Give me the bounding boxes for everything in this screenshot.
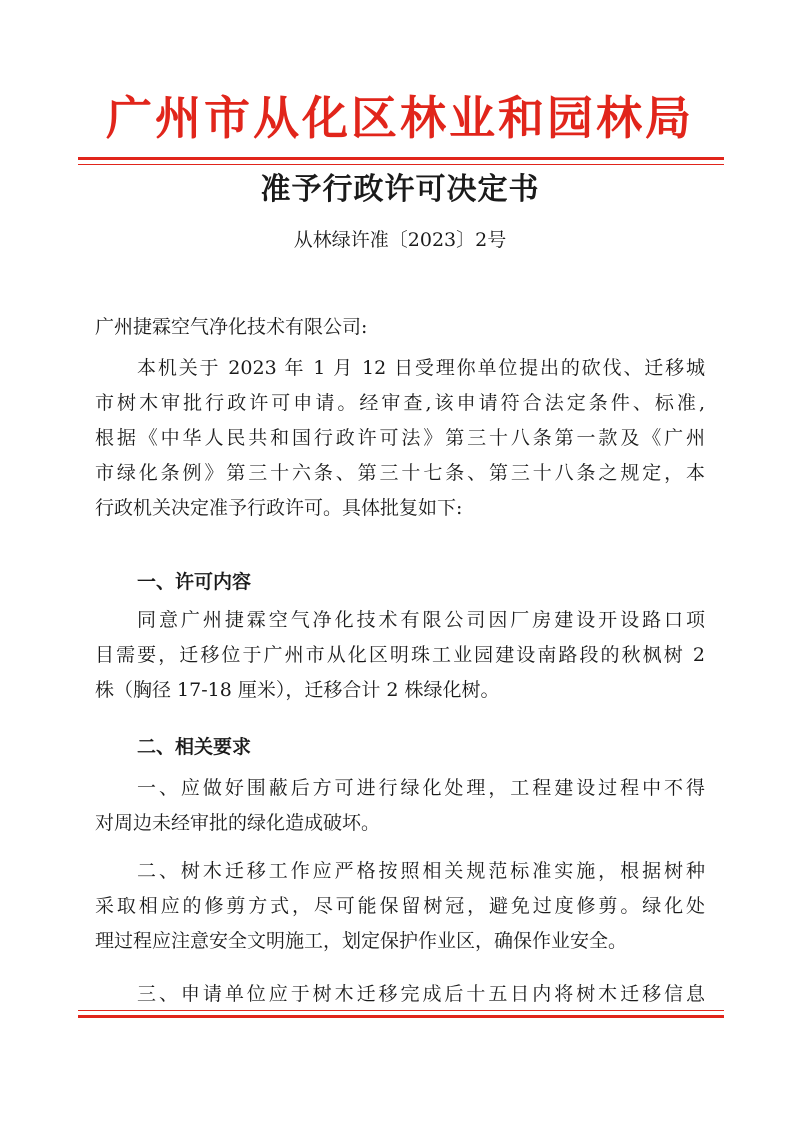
- intro-line: 本机关于 2023 年 1 月 12 日受理你单位提出的砍伐、迁移城: [137, 357, 705, 379]
- requirement-item-1: [95, 771, 705, 841]
- permit-line: 同意广州捷霖空气净化技术有限公司因厂房建设开设路口项: [137, 609, 705, 631]
- permit-line: 目需要，迁移位于广州市从化区明珠工业园建设南路段的秋枫树 2: [95, 644, 705, 666]
- intro-line: 市绿化条例》第三十六条、第三十七条、第三十八条之规定，本: [95, 462, 705, 484]
- requirement-line: 二、树木迁移工作应严格按照相关规范标准实施，根据树种: [137, 860, 705, 882]
- requirement-item-2: [95, 854, 705, 959]
- agency-header: 广州市从化区林业和园林局: [106, 91, 694, 145]
- document-number: 从林绿许准〔2023〕2号: [293, 229, 507, 251]
- header-divider-thick: [78, 157, 724, 160]
- intro-line: 行政机关决定准予行政许可。具体批复如下:: [95, 497, 463, 519]
- requirement-item-3: [95, 977, 705, 1012]
- addressee: 广州捷霖空气净化技术有限公司:: [95, 316, 368, 338]
- intro-paragraph: [95, 351, 705, 526]
- document-title: 准予行政许可决定书: [260, 172, 540, 207]
- footer-divider-thin: [78, 1010, 724, 1011]
- requirement-line: 一、应做好围蔽后方可进行绿化处理，工程建设过程中不得: [137, 777, 705, 799]
- intro-line: 根据《中华人民共和国行政许可法》第三十八条第一款及《广州: [95, 427, 705, 449]
- footer-divider-thick: [78, 1015, 724, 1018]
- requirement-line: 三、申请单位应于树木迁移完成后十五日内将树木迁移信息: [137, 983, 705, 1005]
- section-heading-permit-content: 一、许可内容: [137, 571, 252, 593]
- permit-content-paragraph: [95, 603, 705, 708]
- permit-line: 株（胸径 17-18 厘米），迁移合计 2 株绿化树。: [95, 679, 500, 701]
- requirement-line: 对周边未经审批的绿化造成破坏。: [95, 812, 381, 834]
- requirement-line: 理过程应注意安全文明施工，划定保护作业区，确保作业安全。: [95, 930, 628, 952]
- intro-line: 市树木审批行政许可申请。经审查,该申请符合法定条件、标准,: [95, 392, 705, 414]
- header-divider-thin: [78, 164, 724, 165]
- requirement-line: 采取相应的修剪方式，尽可能保留树冠，避免过度修剪。绿化处: [95, 895, 705, 917]
- section-heading-requirements: 二、相关要求: [137, 736, 252, 758]
